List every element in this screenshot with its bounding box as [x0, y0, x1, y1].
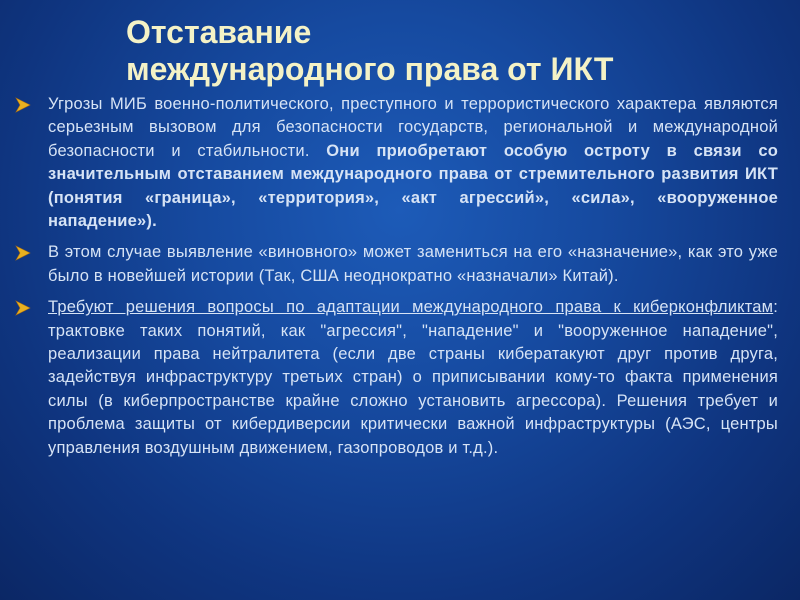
bullet-text-2: В этом случае выявление «виновного» может замениться на его «назначение», как это уже было в новейшей истории (Так, США неоднократно «назначали» Китай). — [48, 243, 778, 285]
chevron-arrow-icon — [14, 96, 32, 114]
chevron-arrow-icon — [14, 299, 32, 317]
bullet-3-rest: : трактовке таких понятий, как "агрессия", "нападение" и "вооруженное нападение", реализации права нейтралитета (если две страны кибератакуют друг против друга, задействуя инфраструктуру третьих стран) о приписывании кому-то факта применения силы (в киберпространстве крайне сложно установить агрессора). Решения требует и проблема защиты от кибердиверсии критически важной инфраструктуры (АЭС, центры управления воздушным движением, газопроводов и т.д.). — [48, 298, 778, 457]
bullet-3-underlined: Требуют решения вопросы по адаптации международного права к киберконфликтам — [48, 298, 774, 317]
title-line-2: международного права от ИКТ — [126, 51, 614, 87]
bullet-1-bold: Они приобретают особую остроту в связи со значительным отставанием международного права от стремительного развития ИКТ (понятия «граница», «территория», «акт агрессий», «сила», «вооруженное нападение»). — [48, 141, 778, 231]
bullet-text-3 — [48, 296, 778, 460]
title-line-1: Отставание — [126, 14, 312, 50]
bullet-list — [14, 93, 778, 468]
slide-title — [126, 14, 766, 88]
chevron-arrow-icon — [14, 244, 32, 262]
bullet-item-3 — [14, 296, 778, 460]
bullet-item-1 — [14, 93, 778, 233]
bullet-text-1 — [48, 93, 778, 233]
bullet-item-2 — [14, 241, 778, 288]
bullet-1-normal: Угрозы МИБ военно-политического, преступного и террористического характера являются серьезным вызовом для безопасности государств, региональной и международной безопасности и стабильности. — [48, 95, 778, 160]
